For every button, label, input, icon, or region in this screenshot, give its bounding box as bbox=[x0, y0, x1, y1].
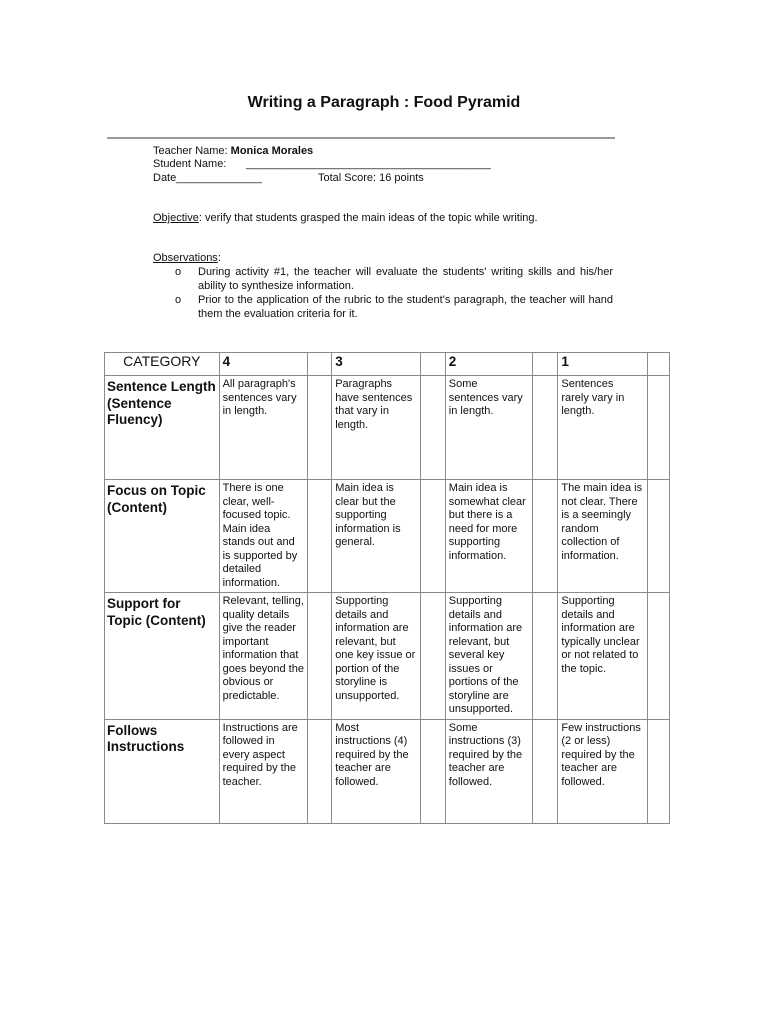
table-cell: The main idea is not clear. There is a seemingly random collection of information. bbox=[558, 480, 647, 593]
observation-text: During activity #1, the teacher will evaluate the students' writing skills and his/her ability to synthesize information. bbox=[198, 266, 613, 292]
title-divider bbox=[107, 137, 615, 139]
score-header-2: 2 bbox=[445, 353, 532, 376]
objective-label: Objective bbox=[153, 212, 199, 224]
observations-label: Observations bbox=[153, 252, 218, 264]
table-header-row bbox=[105, 353, 670, 376]
student-name-blank: ________________________________________ bbox=[246, 158, 491, 170]
document-title: Writing a Paragraph : Food Pyramid bbox=[247, 94, 521, 111]
table-cell: Supporting details and information are relevant, but several key issues or portions of the storyline are unsupported. bbox=[445, 593, 532, 720]
rubric-table bbox=[104, 352, 670, 824]
student-name-line bbox=[153, 158, 226, 171]
spacer-cell bbox=[533, 353, 558, 376]
table-cell: Supporting details and information are typically unclear or not related to the topic. bbox=[558, 593, 647, 720]
spacer-cell bbox=[420, 593, 445, 720]
objective-line bbox=[153, 212, 538, 225]
teacher-name-value: Monica Morales bbox=[230, 145, 314, 157]
spacer-cell bbox=[647, 719, 669, 823]
spacer-cell bbox=[420, 353, 445, 376]
spacer-cell bbox=[533, 480, 558, 593]
table-cell: Relevant, telling, quality details give the reader important information that goes beyond the obvious or predictable. bbox=[219, 593, 307, 720]
table-row bbox=[105, 719, 670, 823]
table-cell: Some instructions (3) required by the teacher are followed. bbox=[445, 719, 532, 823]
score-header-3: 3 bbox=[332, 353, 420, 376]
row-category: Follows Instructions bbox=[105, 719, 220, 823]
table-row bbox=[105, 480, 670, 593]
row-category: Focus on Topic (Content) bbox=[105, 480, 220, 593]
spacer-cell bbox=[420, 480, 445, 593]
date-field: Date______________ bbox=[153, 172, 262, 184]
row-category: Sentence Length (Sentence Fluency) bbox=[105, 376, 220, 480]
table-cell: Most instructions (4) required by the teacher are followed. bbox=[332, 719, 420, 823]
table-cell: Main idea is clear but the supporting information is general. bbox=[332, 480, 420, 593]
table-cell: Instructions are followed in every aspect required by the teacher. bbox=[219, 719, 307, 823]
list-item bbox=[153, 294, 613, 321]
spacer-cell bbox=[533, 376, 558, 480]
observations-heading bbox=[153, 252, 221, 265]
bullet-icon: o bbox=[175, 266, 182, 278]
spacer-cell bbox=[647, 480, 669, 593]
table-cell: All paragraph's sentences vary in length. bbox=[219, 376, 307, 480]
student-name-label: Student Name: bbox=[153, 158, 227, 170]
observations-colon: : bbox=[217, 252, 221, 264]
category-header: CATEGORY bbox=[105, 353, 220, 376]
table-row bbox=[105, 593, 670, 720]
row-category: Support for Topic (Content) bbox=[105, 593, 220, 720]
spacer-cell bbox=[533, 593, 558, 720]
observations-list bbox=[153, 266, 613, 322]
spacer-cell bbox=[647, 593, 669, 720]
observation-text: Prior to the application of the rubric to the student's paragraph, the teacher will hand them the evaluation criteria for it. bbox=[198, 294, 613, 320]
total-score: Total Score: 16 points bbox=[318, 172, 424, 184]
table-cell: Paragraphs have sentences that vary in length. bbox=[332, 376, 420, 480]
table-row bbox=[105, 376, 670, 480]
score-header-4: 4 bbox=[219, 353, 307, 376]
spacer-cell bbox=[308, 719, 332, 823]
table-cell: Main idea is somewhat clear but there is a need for more supporting information. bbox=[445, 480, 532, 593]
table-cell: Few instructions (2 or less) required by the teacher are followed. bbox=[558, 719, 647, 823]
teacher-name-line bbox=[153, 145, 313, 158]
spacer-cell bbox=[308, 480, 332, 593]
spacer-cell bbox=[647, 376, 669, 480]
spacer-cell bbox=[308, 593, 332, 720]
list-item bbox=[153, 266, 613, 293]
spacer-cell bbox=[647, 353, 669, 376]
table-cell: Some sentences vary in length. bbox=[445, 376, 532, 480]
score-header-1: 1 bbox=[558, 353, 647, 376]
spacer-cell bbox=[420, 376, 445, 480]
bullet-icon: o bbox=[175, 294, 182, 306]
spacer-cell bbox=[308, 376, 332, 480]
teacher-name-label: Teacher Name: bbox=[153, 145, 231, 157]
spacer-cell bbox=[533, 719, 558, 823]
spacer-cell bbox=[420, 719, 445, 823]
spacer-cell bbox=[308, 353, 332, 376]
table-cell: There is one clear, well-focused topic. Main idea stands out and is supported by detailed information. bbox=[219, 480, 307, 593]
objective-text: : verify that students grasped the main ideas of the topic while writing. bbox=[198, 212, 538, 224]
table-cell: Supporting details and information are relevant, but one key issue or portion of the storyline is unsupported. bbox=[332, 593, 420, 720]
table-cell: Sentences rarely vary in length. bbox=[558, 376, 647, 480]
